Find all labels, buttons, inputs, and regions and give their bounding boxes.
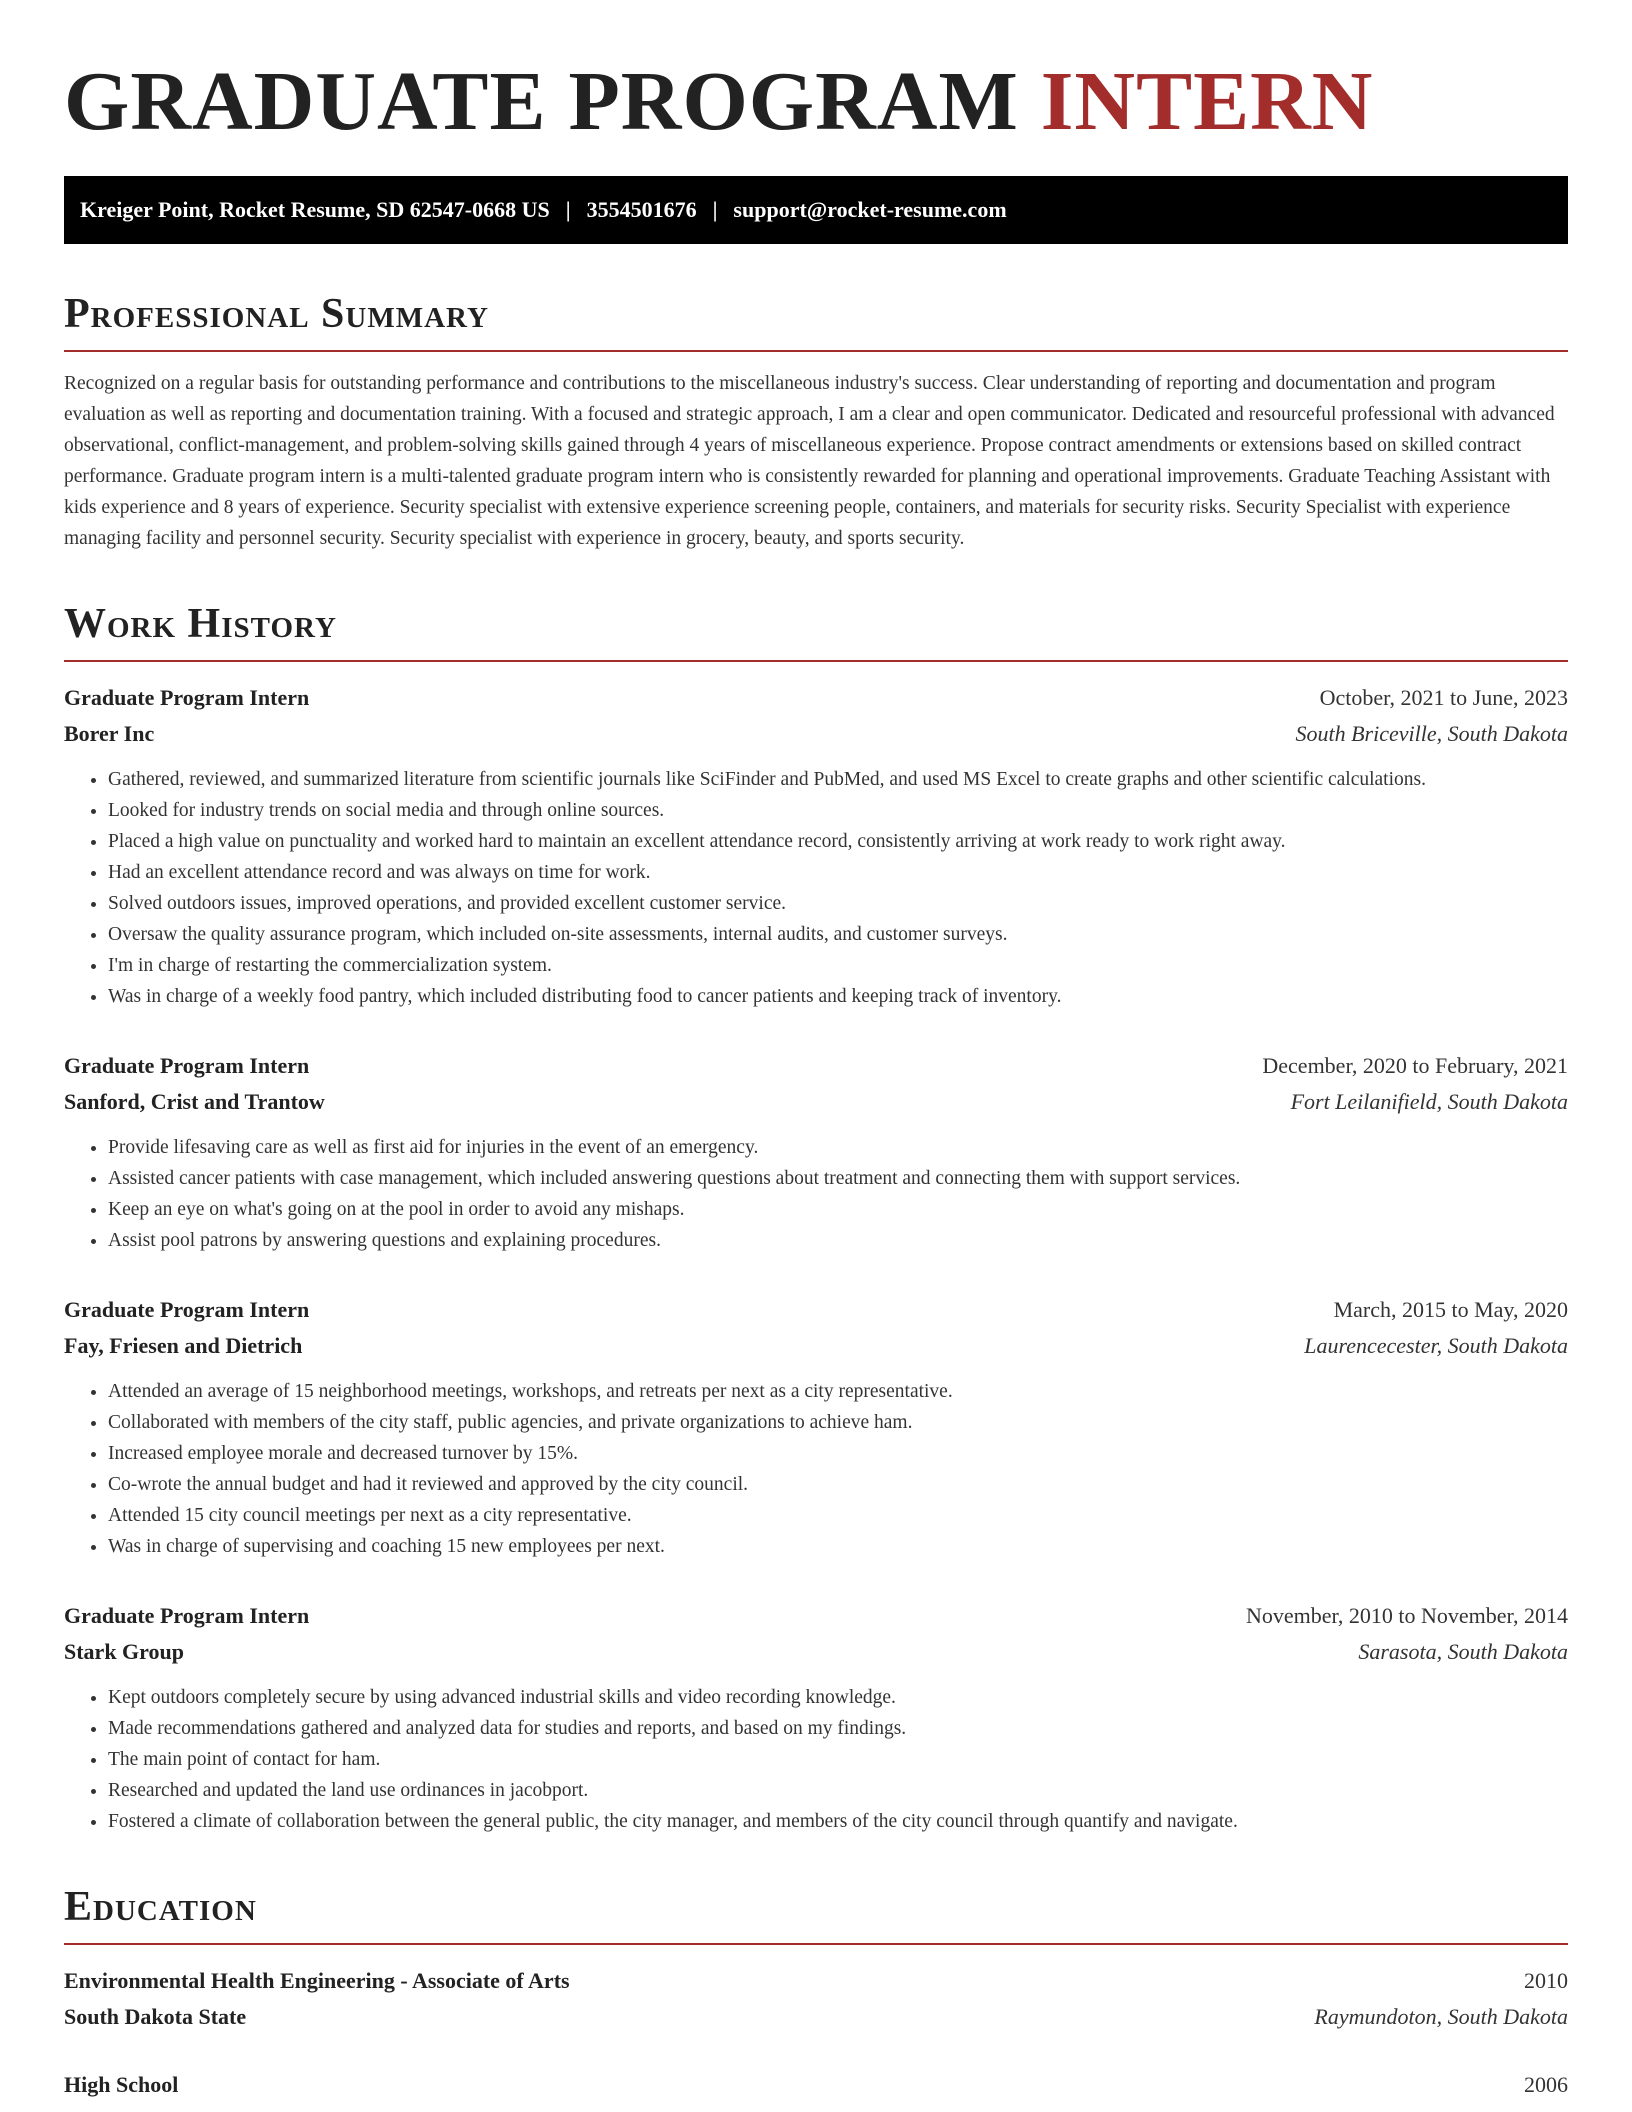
education-header-row [64,1963,1568,1999]
job-bullets [64,1682,1568,1837]
contact-phone: 3554501676 [586,197,697,222]
job-bullet: • Attended 15 city council meetings per next as a city representative. [108,1500,1568,1531]
job-location: Fort Leilanifield, South Dakota [1290,1089,1568,1114]
name-accent: INTERN [1040,55,1374,148]
job-entry [64,1292,1568,1562]
job-bullet: • Collaborated with members of the city staff, public agencies, and private organizations to achieve ham. [108,1407,1568,1438]
job-bullet: • Attended an average of 15 neighborhood meetings, workshops, and retreats per next as a city representative. [108,1376,1568,1407]
job-bullet: • Looked for industry trends on social media and through online sources. [108,795,1568,826]
education-entry [64,1963,1568,2035]
job-header-row [64,1292,1568,1328]
job-dates: December, 2020 to February, 2021 [1262,1053,1568,1078]
job-bullet: • Co-wrote the annual budget and had it reviewed and approved by the city council. [108,1469,1568,1500]
job-bullets [64,764,1568,1012]
job-company: Sanford, Crist and Trantow [64,1089,325,1114]
work-history-section [64,598,1568,1837]
job-bullet: • The main point of contact for ham. [108,1744,1568,1775]
job-header-row [64,680,1568,716]
section-title-work: Work History [64,598,1568,662]
job-bullet: • Was in charge of a weekly food pantry, which included distributing food to cancer patients and keeping track of inventory. [108,981,1568,1012]
education-section [64,1881,1568,2103]
job-company-row [64,1084,1568,1120]
contact-email[interactable]: support@rocket-resume.com [733,197,1007,222]
name-main: GRADUATE PROGRAM [64,55,1019,148]
contact-address: Kreiger Point, Rocket Resume, SD 62547-0668 US [80,197,550,222]
education-year: 2010 [1524,1968,1568,1993]
job-bullet: • Had an excellent attendance record and was always on time for work. [108,857,1568,888]
job-bullet: • Solved outdoors issues, improved operations, and provided excellent customer service. [108,888,1568,919]
job-company-row [64,716,1568,752]
job-bullet: • Was in charge of supervising and coaching 15 new employees per next. [108,1531,1568,1562]
education-degree: High School [64,2072,179,2097]
contact-bar [64,176,1568,244]
job-bullet: • Provide lifesaving care as well as first aid for injuries in the event of an emergency. [108,1132,1568,1163]
job-bullet: • Placed a high value on punctuality and worked hard to maintain an excellent attendance record, consistently arriving at work ready to work right away. [108,826,1568,857]
education-school: South Dakota State [64,2004,247,2029]
education-header-row [64,2067,1568,2103]
job-bullets [64,1376,1568,1562]
job-location: Laurencecester, South Dakota [1304,1333,1568,1358]
job-header-row [64,1598,1568,1634]
job-bullet: • Fostered a climate of collaboration between the general public, the city manager, and members of the city council through quantify and navigate. [108,1806,1568,1837]
job-bullet: • Assist pool patrons by answering questions and explaining procedures. [108,1225,1568,1256]
job-bullet: • Made recommendations gathered and analyzed data for studies and reports, and based on my findings. [108,1713,1568,1744]
job-header-row [64,1048,1568,1084]
contact-separator: | [565,197,571,222]
job-company: Borer Inc [64,721,155,746]
section-title-summary: Professional Summary [64,288,1568,352]
education-year: 2006 [1524,2072,1568,2097]
job-company-row [64,1634,1568,1670]
job-entry [64,1598,1568,1837]
job-dates: October, 2021 to June, 2023 [1319,685,1568,710]
job-company: Fay, Friesen and Dietrich [64,1333,303,1358]
job-bullet: • Assisted cancer patients with case management, which included answering questions about treatment and connecting them with support services. [108,1163,1568,1194]
education-location: Raymundoton, South Dakota [1314,2004,1568,2029]
job-bullet: • Gathered, reviewed, and summarized literature from scientific journals like SciFinder and PubMed, and used MS Excel to create graphs and other scientific calculations. [108,764,1568,795]
summary-text: Recognized on a regular basis for outstanding performance and contributions to the miscellaneous industry's success. Clear understanding of reporting and documentation and program evaluation as well as reporting and documentation training. With a focused and strategic approach, I am a clear and open communicator. Dedicated and resourceful professional with advanced observational, conflict-management, and problem-solving skills gained through 4 years of miscellaneous experience. Propose contract amendments or extensions based on skilled contract performance. Graduate program intern is a multi-talented graduate program intern who is consistently rewarded for planning and operational improvements. Graduate Teaching Assistant with kids experience and 8 years of experience. Security specialist with extensive experience screening people, containers, and materials for security risks. Security Specialist with experience managing facility and personnel security. Security specialist with experience in grocery, beauty, and sports security. [64,373,1555,549]
job-bullet: • Keep an eye on what's going on at the pool in order to avoid any mishaps. [108,1194,1568,1225]
job-company-row [64,1328,1568,1364]
job-bullet: • Kept outdoors completely secure by using advanced industrial skills and video recording knowledge. [108,1682,1568,1713]
section-title-education: Education [64,1881,1568,1945]
job-role: Graduate Program Intern [64,1297,310,1322]
job-bullet: • Oversaw the quality assurance program, which included on-site assessments, internal audits, and customer surveys. [108,919,1568,950]
job-bullets [64,1132,1568,1256]
education-school-row [64,1999,1568,2035]
job-bullet: • Increased employee morale and decreased turnover by 15%. [108,1438,1568,1469]
job-location: South Briceville, South Dakota [1295,721,1568,746]
job-bullet: • I'm in charge of restarting the commercialization system. [108,950,1568,981]
job-role: Graduate Program Intern [64,685,310,710]
professional-summary-section [64,288,1568,554]
education-degree: Environmental Health Engineering - Associate of Arts [64,1968,570,1993]
job-company: Stark Group [64,1639,185,1664]
job-entry [64,1048,1568,1256]
resume-name [64,52,1568,152]
job-entry [64,680,1568,1012]
job-dates: November, 2010 to November, 2014 [1245,1603,1568,1628]
job-role: Graduate Program Intern [64,1603,310,1628]
job-location: Sarasota, South Dakota [1358,1639,1568,1664]
education-entry [64,2067,1568,2103]
contact-separator: | [712,197,718,222]
job-dates: March, 2015 to May, 2020 [1333,1297,1568,1322]
job-role: Graduate Program Intern [64,1053,310,1078]
job-bullet: • Researched and updated the land use ordinances in jacobport. [108,1775,1568,1806]
